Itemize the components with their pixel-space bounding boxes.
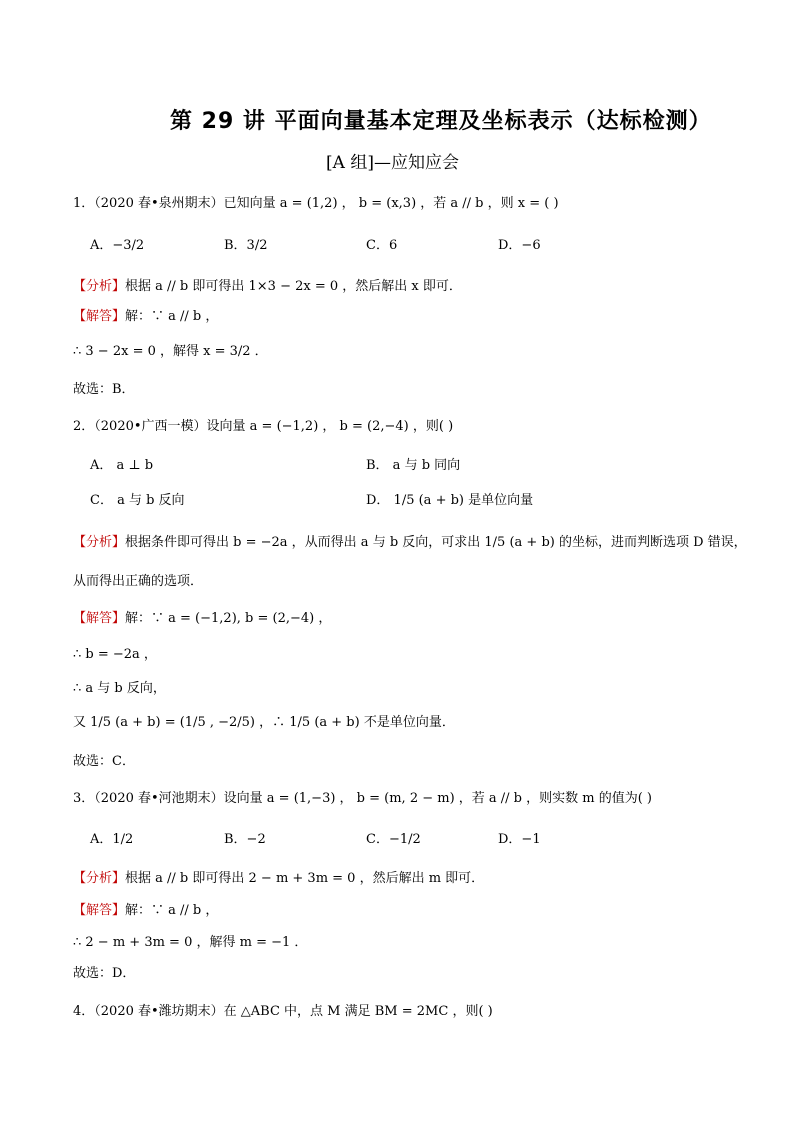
q3-option-d: D．−1 xyxy=(498,832,541,847)
q1-choice: 故选：B． xyxy=(73,382,135,397)
q1-option-b: B．3/2 xyxy=(224,238,268,253)
q1-option-d: D．−6 xyxy=(498,238,541,253)
answer-tag: 【解答】 xyxy=(73,309,126,324)
q2-option-a: A． a ⊥ b xyxy=(90,458,154,473)
q3-option-a: A．1/2 xyxy=(90,832,134,847)
q3-step1: ∴ 2 − m + 3m = 0 ，解得 m = −1 ． xyxy=(73,935,308,950)
q1-answer xyxy=(73,305,218,324)
q3-answer xyxy=(73,899,218,918)
q1-stem: 1．（2020 春•泉州期末）已知向量 a = (1,2) ， b = (x,3) ，若 a // b ，则 x = ( ) xyxy=(73,196,559,211)
answer-text: 解：∵ a = (−1,2), b = (2,−4) ， xyxy=(125,611,332,626)
answer-tag: 【解答】 xyxy=(73,611,126,626)
q2-step3: 又 1/5 (a + b) = (1/5 , −2/5) ，∴ 1/5 (a + b) 不是单位向量． xyxy=(73,715,455,730)
q2-analysis-cont: 从而得出正确的选项． xyxy=(73,574,204,589)
q2-option-b: B． a 与 b 同向 xyxy=(366,458,461,473)
q2-option-c: C． a 与 b 反向 xyxy=(90,493,185,508)
analysis-tag: 【分析】 xyxy=(73,871,126,886)
q3-choice: 故选：D． xyxy=(73,966,136,981)
q1-step1: ∴ 3 − 2x = 0 ，解得 x = 3/2 ． xyxy=(73,344,268,359)
q3-option-b: B．−2 xyxy=(224,832,266,847)
answer-tag: 【解答】 xyxy=(73,903,126,918)
page-title: 第 29 讲 平面向量基本定理及坐标表示（达标检测） xyxy=(170,109,712,134)
analysis-text: 根据 a // b 即可得出 2 − m + 3m = 0 ，然后解出 m 即可． xyxy=(125,871,485,886)
q2-step1: ∴ b = −2a ， xyxy=(73,647,157,662)
analysis-text: 根据条件即可得出 b = −2a ，从而得出 a 与 b 反向，可求出 1/5 (a + b) 的坐标，进而判断选项 D 错误， xyxy=(125,535,747,550)
q2-choice: 故选：C． xyxy=(73,754,135,769)
answer-text: 解：∵ a // b ， xyxy=(125,309,219,324)
section-subtitle: [A 组]—应知应会 xyxy=(326,153,459,173)
q3-analysis xyxy=(73,867,484,886)
q3-option-c: C．−1/2 xyxy=(366,832,421,847)
q1-analysis xyxy=(73,275,462,294)
q4-stem: 4．（2020 春•潍坊期末）在 △ABC 中，点 M 满足 BM = 2MC ，则( ) xyxy=(73,1004,493,1019)
analysis-text: 根据 a // b 即可得出 1×3 − 2x = 0 ，然后解出 x 即可． xyxy=(125,279,462,294)
answer-text: 解：∵ a // b ， xyxy=(125,903,219,918)
q2-stem: 2．（2020•广西一模）设向量 a = (−1,2) ， b = (2,−4) ，则( ) xyxy=(73,419,454,434)
analysis-tag: 【分析】 xyxy=(73,279,126,294)
q1-option-a: A．−3/2 xyxy=(90,238,145,253)
q2-step2: ∴ a 与 b 反向， xyxy=(73,681,166,696)
analysis-tag: 【分析】 xyxy=(73,535,126,550)
q2-analysis xyxy=(73,531,747,550)
q2-answer xyxy=(73,607,331,626)
q2-option-d: D． 1/5 (a + b) 是单位向量 xyxy=(366,493,534,508)
q3-stem: 3．（2020 春•河池期末）设向量 a = (1,−3) ， b = (m, 2 − m) ，若 a // b ，则实数 m 的值为( ) xyxy=(73,791,653,806)
q1-option-c: C．6 xyxy=(366,238,398,253)
